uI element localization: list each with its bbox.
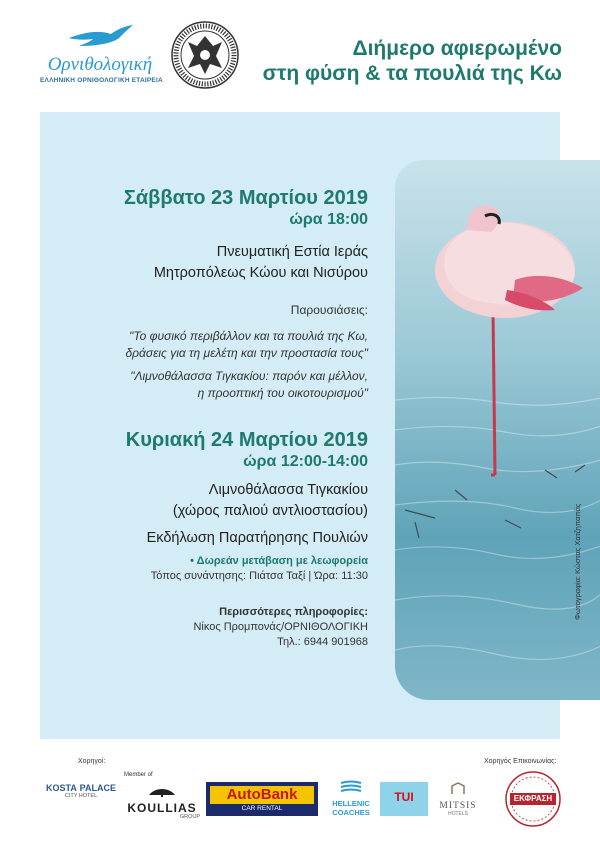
ekfrasi-logo	[504, 770, 562, 828]
koullias-subtitle: GROUP	[179, 814, 200, 820]
sunday-venue-line-2: (χώρος παλιού αντλιοστασίου)	[172, 503, 368, 519]
saturday-time: ώρα 18:00	[289, 211, 368, 228]
title-line-1: Διήμερο αφιερωμένο	[352, 37, 562, 60]
hellenic-coaches-logo	[326, 780, 376, 817]
contact-phone: Τηλ.: 6944 901968	[277, 636, 368, 648]
hellenic-word: HELLENIC	[332, 799, 370, 808]
swallow-icon	[65, 24, 135, 50]
saturday-date: Σάββατο 23 Μαρτίου 2019	[123, 187, 368, 209]
sunday-date: Κυριακή 24 Μαρτίου 2019	[125, 429, 368, 451]
talk-2-line-1: "Λιμνοθάλασσα Τιγκακίου: παρόν και μέλλον,	[130, 369, 368, 383]
mitsis-subtitle: HOTELS	[447, 811, 468, 817]
kosta-palace-logo	[46, 783, 116, 799]
ornithologiki-logo	[40, 24, 163, 84]
waves-icon	[339, 780, 363, 794]
saturday-venue-line-2: Μητροπόλεως Κώου και Νισύρου	[153, 265, 368, 281]
tui-word: TUI	[394, 790, 414, 804]
autobank-logo	[206, 782, 318, 816]
talk-1-line-2: δράσεις για τη μελέτη και την προστασία τους"	[125, 346, 368, 360]
mitsis-word: MITSIS	[439, 801, 477, 811]
kosta-word: KOSTA	[46, 783, 77, 793]
coaches-word: COACHES	[332, 808, 370, 817]
meeting-point: Τόπος συνάντησης: Πιάτσα Ταξί | Ώρα: 11:30	[150, 570, 368, 582]
more-info-label: Περισσότερες πληροφορίες:	[219, 606, 368, 618]
event-details	[38, 186, 368, 650]
logo-name: Ορνιθολογική	[47, 54, 153, 75]
free-bus-note: • Δωρεάν μετάβαση με λεωφορεία	[190, 555, 368, 567]
metropolis-seal	[170, 20, 240, 95]
title-line-2: στη φύση & τα πουλιά της Κω	[262, 62, 562, 85]
sunday-venue-line-1: Λιμνοθάλασσα Τιγκακίου	[208, 482, 368, 498]
koullias-word: KOULLIAS	[127, 801, 197, 815]
kosta-subtitle: CITY HOTEL	[64, 793, 98, 799]
tree-icon	[147, 785, 177, 797]
sponsors-label: Χορηγοί:	[78, 758, 106, 765]
talk-2-line-2: η προοπτική του οικοτουρισμού"	[197, 386, 368, 400]
koullias-logo	[124, 784, 200, 820]
contact-name: Νίκος Προμπονάς/ΟΡΝΙΘΟΛΟΓΙΚΗ	[193, 621, 368, 633]
mitsis-logo	[434, 782, 482, 817]
mitsis-emblem-icon	[450, 782, 466, 796]
autobank-subtitle: CAR RENTAL	[241, 805, 283, 812]
flamingo-photo	[395, 160, 600, 700]
sunday-time: ώρα 12:00-14:00	[243, 453, 368, 470]
presentations-label: Παρουσιάσεις:	[290, 303, 368, 317]
member-of-label: Member of	[124, 772, 153, 778]
palace-word: PALACE	[79, 783, 116, 793]
photo-credit: Φωτογραφία: Κώστας Χατζηπαπάς	[573, 503, 582, 620]
autobank-word: AutoBank	[210, 786, 314, 804]
saturday-venue-line-1: Πνευματική Εστία Ιεράς	[216, 244, 368, 260]
panel-corner-decoration	[40, 112, 560, 142]
talk-1-line-1: "Το φυσικό περιβάλλον και τα πουλιά της Κω,	[129, 329, 368, 343]
page-title	[263, 36, 562, 86]
logo-subtitle: ΕΛΛΗΝΙΚΗ ΟΡΝΙΘΟΛΟΓΙΚΗ ΕΤΑΙΡΕΙΑ	[40, 77, 163, 84]
tui-logo	[380, 782, 428, 816]
birdwatching-event: Εκδήλωση Παρατήρησης Πουλιών	[146, 530, 368, 546]
ekfrasi-word: ΕΚΦΡΑΣΗ	[513, 794, 553, 803]
seal-icon	[170, 20, 240, 90]
communication-sponsor-label: Χορηγός Επικοινωνίας:	[484, 758, 557, 765]
